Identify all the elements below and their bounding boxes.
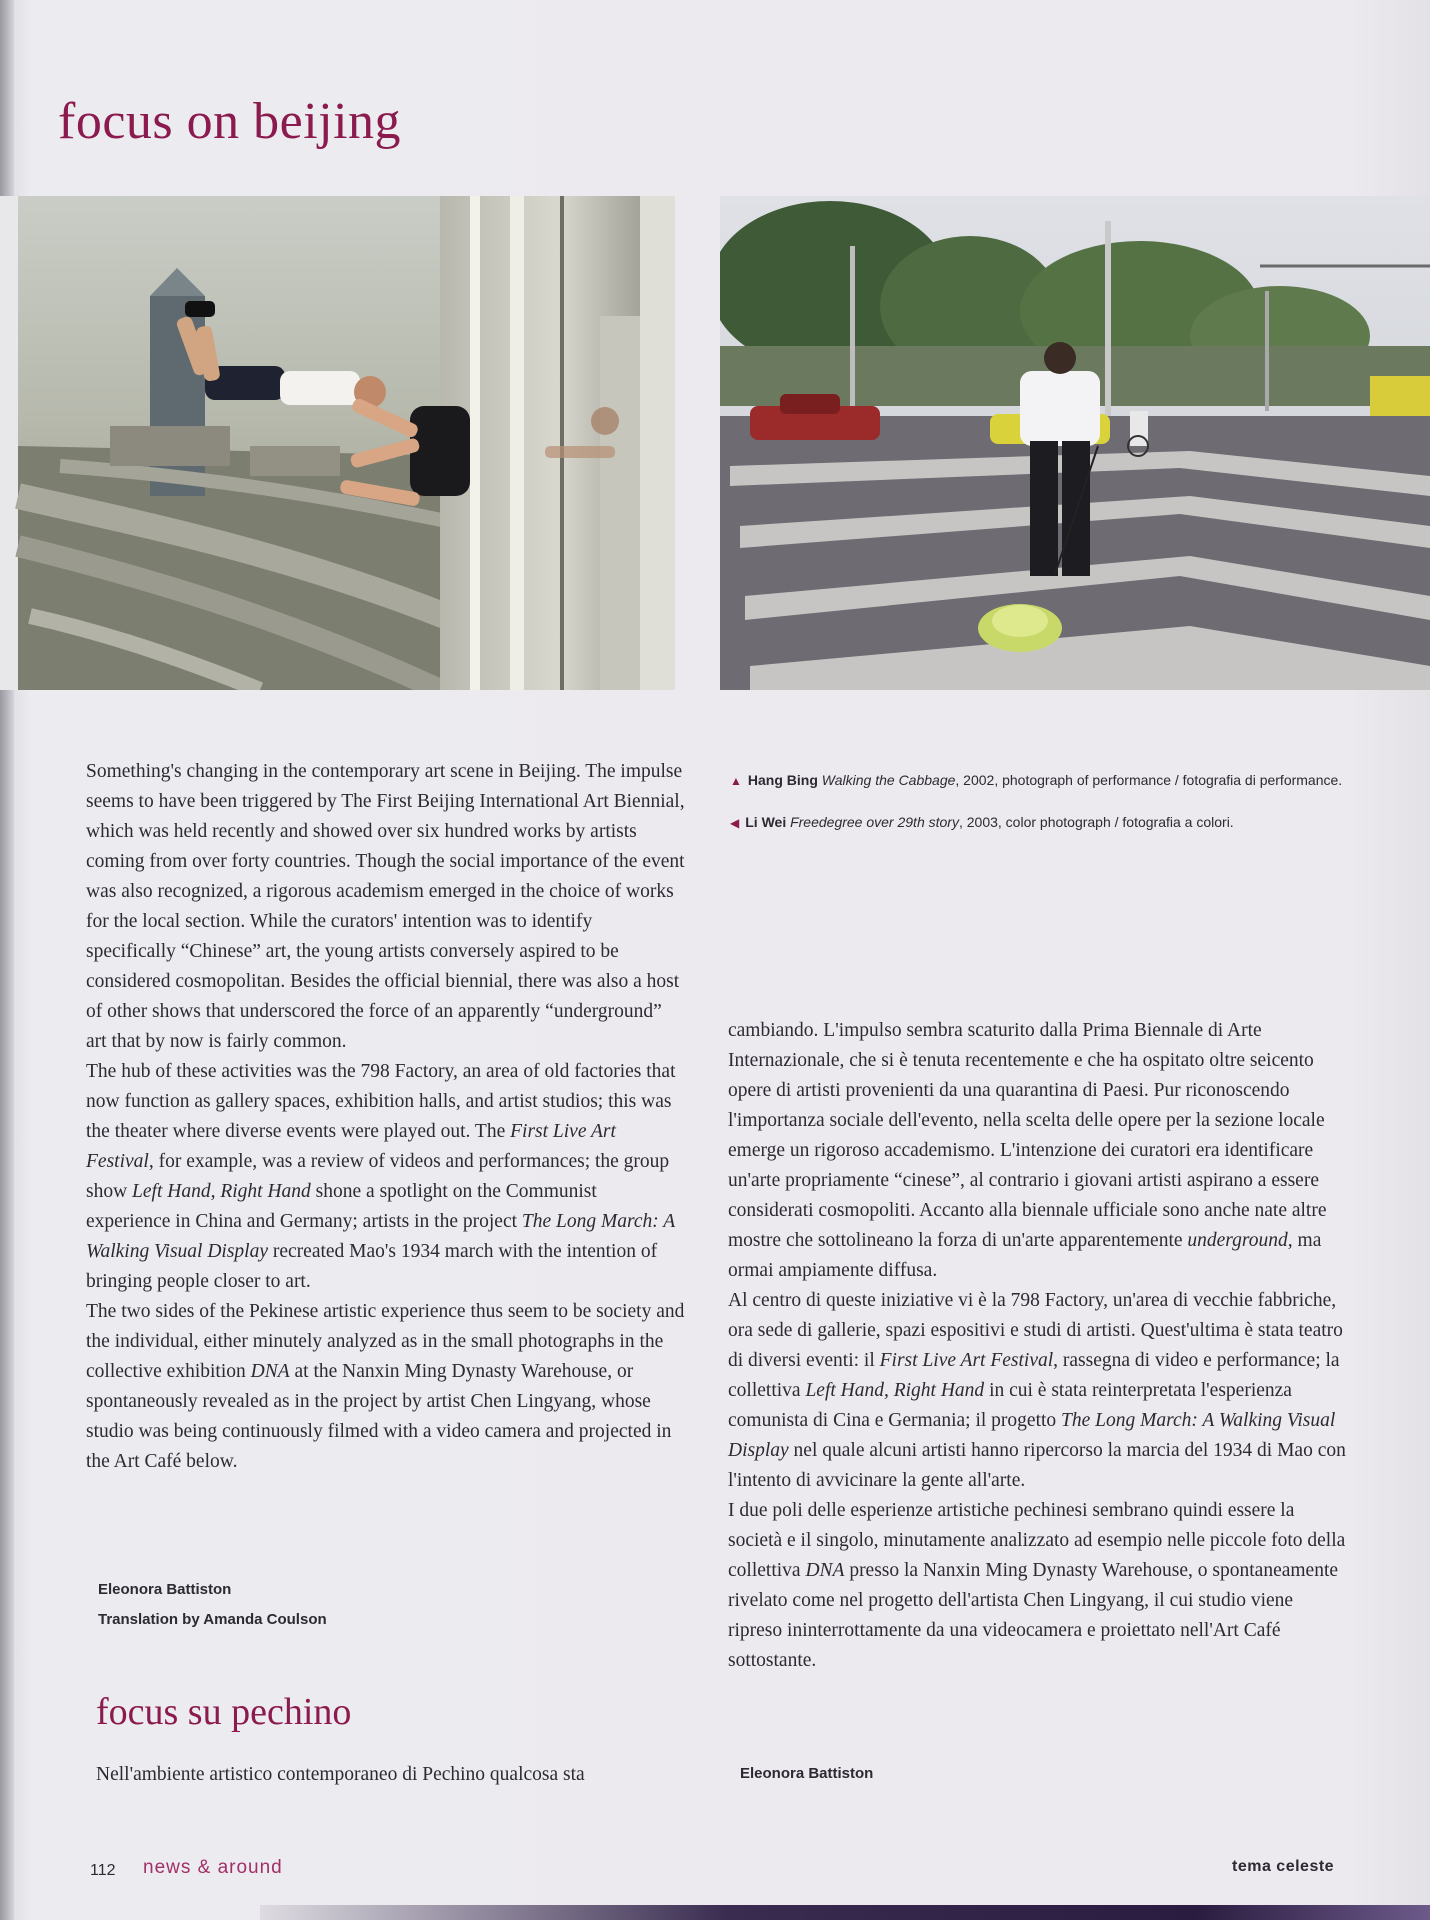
translation-credit: Translation by Amanda Coulson bbox=[98, 1611, 327, 1628]
caption-details: , 2003, color photograph / fotografia a colori. bbox=[958, 814, 1234, 830]
italian-paragraph-3: I due poli delle esperienze artistiche pechinesi sembrano quindi essere la società e il singolo, minutamente analizzato ad esempio nelle piccole foto della collettiva DNA presso la Nanxin Ming Dynasty Warehouse, o spontaneamente rivelato come nel progetto dell'artista Chen Lingyang, il cui studio viene ripreso ininterrottamente da una videocamera e proiettato nell'Art Café sottostante. bbox=[728, 1500, 1346, 1671]
photo-li-wei bbox=[0, 196, 675, 690]
english-article bbox=[86, 757, 686, 1477]
caption-arrow-up-icon: ▲ bbox=[730, 774, 742, 788]
magazine-name: tema celeste bbox=[1232, 1858, 1335, 1875]
caption-work-title: Walking the Cabbage bbox=[821, 772, 956, 788]
english-paragraph-3: The two sides of the Pekinese artistic experience thus seem to be society and the individual, either minutely analyzed as in the small photographs in the collective exhibition DNA at the Nanxin Ming Dynasty Warehouse, or spontaneously revealed as in the project by artist Chen Lingyang, whose studio was being continuously filmed with a video camera and projected in the Art Café below. bbox=[86, 1301, 685, 1472]
italian-article bbox=[728, 1016, 1348, 1676]
italian-paragraph-1: cambiando. L'impulso sembra scaturito dalla Prima Biennale di Arte Internazionale, che si è tenuta recentemente e che ha ospitato oltre seicento opere di artisti provenienti da una quarantina di Paesi. Pur riconoscendo l'importanza sociale dell'evento, nella scelta delle opere per la sezione locale emerge un rigoroso accademismo. L'intenzione dei curatori era identificare un'arte propriamente “cinese”, al contrario i giovani artisti aspirano a essere considerati cosmopoliti. Accanto alla biennale ufficiale sono anche nate altre mostre che sottolineano la forza di un'arte apparentemente underground, ma ormai ampiamente diffusa. bbox=[728, 1020, 1327, 1281]
caption-artist: Li Wei bbox=[745, 814, 787, 830]
caption-li-wei bbox=[730, 814, 1234, 830]
caption-arrow-left-icon: ◀ bbox=[730, 816, 740, 830]
caption-work-title: Freedegree over 29th story bbox=[790, 814, 959, 830]
caption-details: , 2002, photograph of performance / fotografia di performance. bbox=[955, 772, 1343, 788]
italian-paragraph-2: Al centro di queste iniziative vi è la 798 Factory, un'area di vecchie fabbriche, ora sede di gallerie, spazi espositivi e studi di artisti. Quest'ultima è stata teatro di diversi eventi: il First Live Art Festival, rassegna di video e performance; la collettiva Left Hand, Right Hand in cui è stata reinterpretata l'esperienza comunista di Cina e Germania; il progetto The Long March: A Walking Visual Display nel quale alcuni artisti hanno ripercorso la marcia del 1934 di Mao con l'intento di avvicinare la gente all'arte. bbox=[728, 1290, 1346, 1491]
author-credit: Eleonora Battiston bbox=[98, 1581, 232, 1598]
page-number: 112 bbox=[90, 1862, 116, 1879]
caption-artist: Hang Bing bbox=[747, 772, 818, 788]
english-paragraph-2: The hub of these activities was the 798 Factory, an area of old factories that now function as gallery spaces, exhibition halls, and artist studios; this was the theater where diverse events were played out. The First Live Art Festival, for example, was a review of videos and performances; the group show Left Hand, Right Hand shone a spotlight on the Communist experience in China and Germany; artists in the project The Long March: A Walking Visual Display recreated Mao's 1934 march with the intention of bringing people closer to art. bbox=[86, 1061, 676, 1292]
page-title: focus on beijing bbox=[58, 93, 402, 150]
italian-intro-line: Nell'ambiente artistico contemporaneo di Pechino qualcosa sta bbox=[96, 1764, 585, 1785]
caption-hang-bing bbox=[730, 772, 1342, 788]
italian-section-title: focus su pechino bbox=[96, 1691, 352, 1733]
italian-author-credit: Eleonora Battiston bbox=[740, 1765, 874, 1782]
english-paragraph-1: Something's changing in the contemporary art scene in Beijing. The impulse seems to have been triggered by The First Beijing International Art Biennial, which was held recently and showed over six hundred works by artists coming from over forty countries. Though the social importance of the event was also recognized, a rigorous academism emerged in the choice of works for the local section. While the curators' intention was to identify specifically “Chinese” art, the young artists conversely aspired to be considered cosmopolitan. Besides the official biennial, there was also a host of other shows that underscored the force of an apparently “underground” art that by now is fairly common. bbox=[86, 761, 685, 1052]
section-name: news & around bbox=[143, 1857, 283, 1878]
photo-hang-bing bbox=[720, 196, 1430, 690]
page-bottom-edge bbox=[260, 1905, 1430, 1920]
